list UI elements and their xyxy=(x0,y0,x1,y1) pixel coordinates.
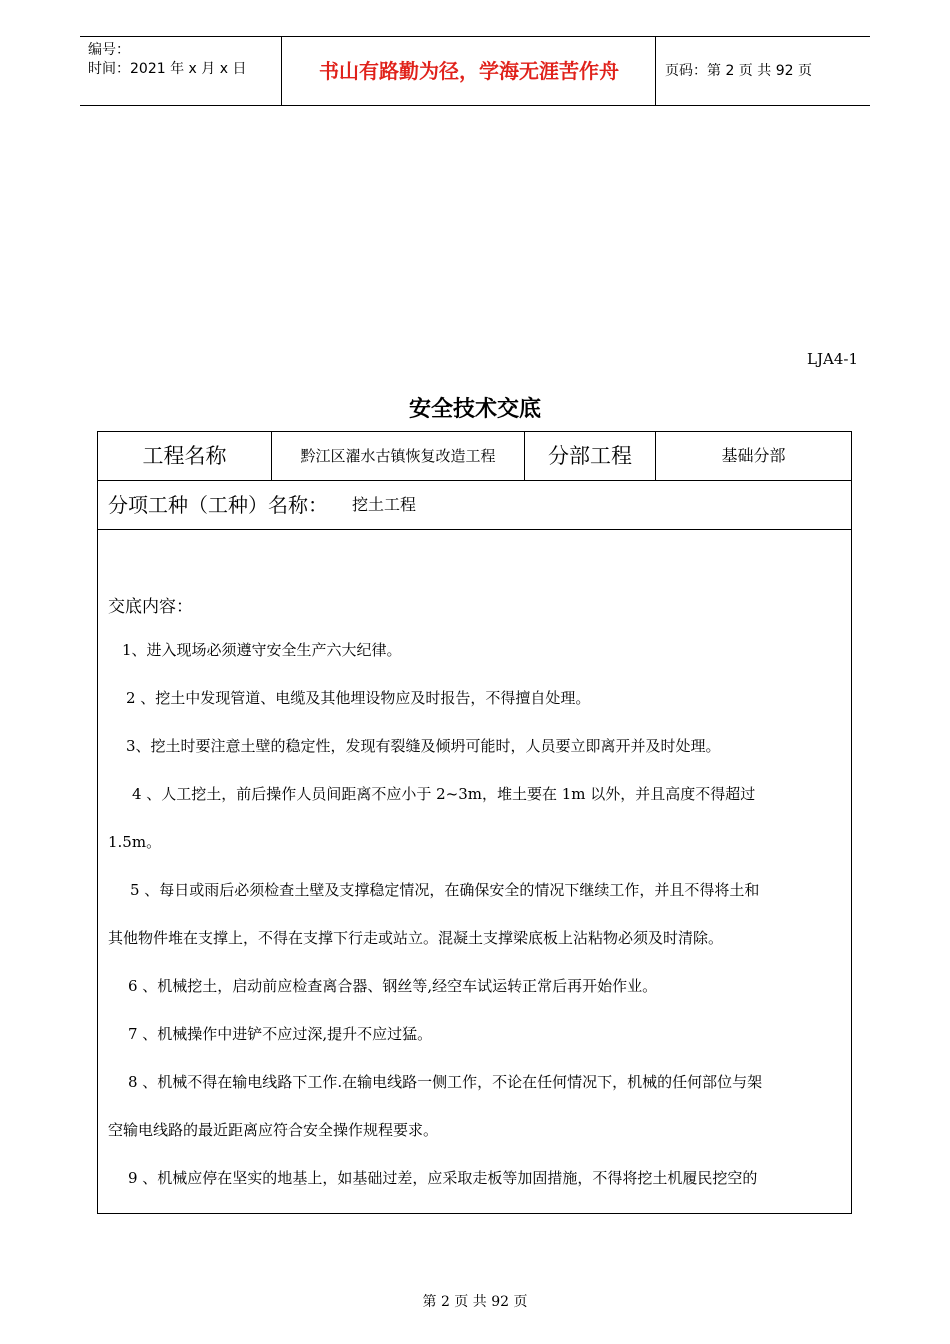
subitem-value: 挖土工程 xyxy=(352,495,417,514)
header-motto: 书山有路勤为径，学海无涯苦作舟 xyxy=(319,59,619,83)
project-name-value: 黔江区濯水古镇恢复改造工程 xyxy=(272,432,525,480)
subitem-row xyxy=(98,481,851,530)
item-5-cont: 其他物件堆在支撑上，不得在支撑下行走或站立。混凝土支撑梁底板上沾粘物必须及时清除。 xyxy=(108,929,724,947)
project-row xyxy=(98,432,851,481)
division-label: 分部工程 xyxy=(525,432,656,480)
item-2: 2 、挖土中发现管道、电缆及其他埋设物应及时报告，不得擅自处理。 xyxy=(126,689,591,707)
item-6: 6 、机械挖土，启动前应检查离合器、钢丝等,经空车试运转正常后再开始作业。 xyxy=(128,977,658,995)
division-value: 基础分部 xyxy=(721,446,786,465)
item-4: 4 、人工挖土，前后操作人员间距离不应小于 2~3m，堆土要在 1m 以外，并且高度不得超过 xyxy=(132,785,756,803)
header-left xyxy=(88,41,246,79)
content-intro: 交底内容： xyxy=(108,597,193,617)
item-5: 5 、每日或雨后必须检查土壁及支撑稳定情况，在确保安全的情况下继续工作，并且不得将土和 xyxy=(130,881,760,899)
item-1: 1、进入现场必须遵守安全生产六大纪律。 xyxy=(122,641,402,659)
number-label: 编号： xyxy=(88,42,130,58)
item-4-cont: 1.5m。 xyxy=(108,833,162,851)
briefing-table xyxy=(97,431,852,1214)
item-8: 8 、机械不得在输电线路下工作.在输电线路一侧工作，不论在任何情况下，机械的任何部位与架 xyxy=(128,1073,763,1091)
page-footer: 第 2 页 共 92 页 xyxy=(422,1294,528,1310)
item-7: 7 、机械操作中进铲不应过深,提升不应过猛。 xyxy=(128,1025,433,1043)
item-9: 9 、机械应停在坚实的地基上，如基础过差，应采取走板等加固措施，不得将挖土机履民挖空的 xyxy=(128,1169,758,1187)
date-label: 时间：2021 年 x 月 x 日 xyxy=(88,61,247,77)
page-header xyxy=(80,36,870,106)
doc-code: LJA4-1 xyxy=(807,350,858,368)
doc-title: 安全技术交底 xyxy=(408,397,541,422)
header-page-info: 页码：第 2 页 共 92 页 xyxy=(665,63,812,79)
project-name-label: 工程名称 xyxy=(98,432,272,480)
header-divider-2 xyxy=(655,37,656,105)
subitem-label: 分项工种（工种）名称： xyxy=(108,493,328,517)
item-3: 3、挖土时要注意土壁的稳定性，发现有裂缝及倾坍可能时，人员要立即离开并及时处理。 xyxy=(126,737,721,755)
item-8-cont: 空输电线路的最近距离应符合安全操作规程要求。 xyxy=(108,1121,439,1139)
